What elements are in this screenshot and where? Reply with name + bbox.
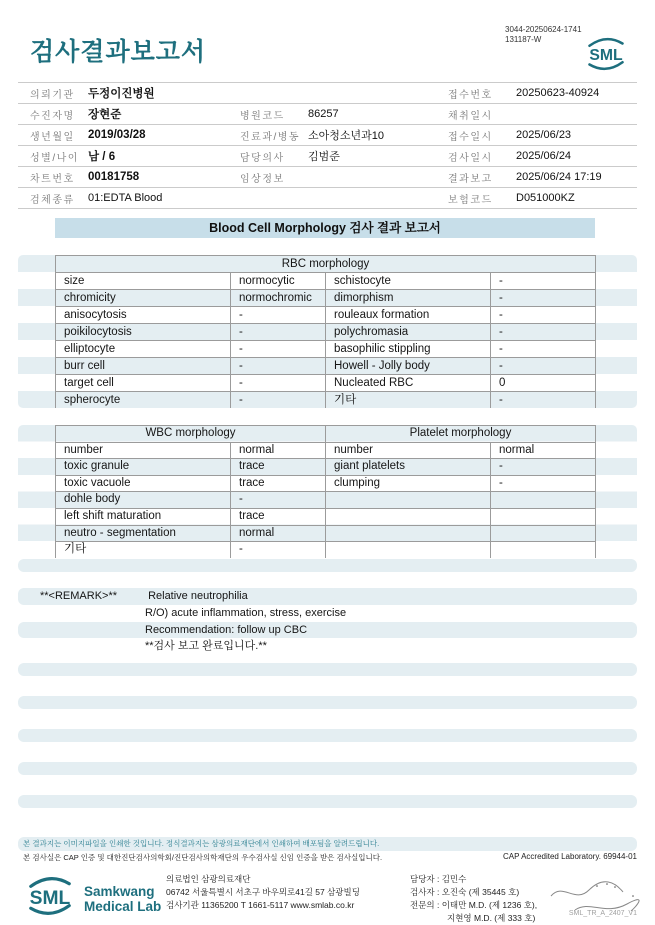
parameter-cell: spherocyte [56, 392, 231, 409]
table-row [56, 375, 596, 392]
blank-ruled-line [18, 559, 637, 572]
result-cell: - [491, 290, 596, 307]
table-row [56, 525, 596, 542]
table-row [56, 442, 596, 459]
table-header: Platelet morphology [326, 426, 596, 443]
result-cell: - [491, 324, 596, 341]
remark-prefix: **<REMARK>** [40, 590, 118, 602]
table-row [56, 341, 596, 358]
parameter-cell: rouleaux formation [326, 307, 491, 324]
field-value: 00181758 [88, 171, 140, 183]
parameter-cell: number [326, 442, 491, 459]
footer-notice-teal: 본 결과지는 이미지파일을 인쇄한 것입니다. 정식결과지는 삼광의료재단에서 인쇄하여 배포됨을 알려드립니다. [18, 837, 637, 851]
field-value: 20250623-40924 [516, 87, 600, 99]
lab-name [84, 884, 161, 914]
field-label: 보험코드 [448, 194, 493, 206]
field-label: 검사일시 [448, 152, 493, 164]
field-value: 장현준 [88, 109, 122, 121]
section-banner: Blood Cell Morphology 검사 결과 보고서 [55, 218, 595, 238]
field-label: 병원코드 [240, 110, 285, 122]
result-cell: - [491, 459, 596, 476]
field-label: 검체종류 [30, 194, 75, 206]
parameter-cell: dohle body [56, 492, 231, 509]
table-header-row [56, 426, 596, 443]
blank-ruled-line [18, 795, 637, 808]
table-row [56, 392, 596, 409]
field-value: 01:EDTA Blood [88, 192, 163, 204]
table-row [56, 358, 596, 375]
result-cell: trace [231, 508, 326, 525]
parameter-cell: Nucleated RBC [326, 375, 491, 392]
rbc-morphology-table [55, 255, 596, 408]
blank-ruled-line [18, 762, 637, 775]
blank-ruled-line [18, 663, 637, 676]
table-header: RBC morphology [56, 256, 596, 273]
parameter-cell: neutro - segmentation [56, 525, 231, 542]
patient-info-row [18, 188, 637, 209]
footer-staff-block [410, 873, 537, 925]
parameter-cell: Howell - Jolly body [326, 358, 491, 375]
patient-info-row [18, 83, 637, 104]
result-cell: - [231, 542, 326, 558]
parameter-cell: clumping [326, 475, 491, 492]
result-cell: normocytic [231, 273, 326, 290]
blank-ruled-line [18, 696, 637, 709]
staff-line: 지현영 M.D. (제 333 호) [447, 913, 536, 923]
parameter-cell: toxic vacuole [56, 475, 231, 492]
address-line: 검사기관 11365200 T 1661-5117 www.smlab.co.kr [166, 900, 355, 910]
parameter-cell [326, 525, 491, 542]
remark-line: R/O) acute inflammation, stress, exercise [145, 606, 347, 619]
remark-line: Recommendation: follow up CBC [18, 622, 637, 639]
parameter-cell: polychromasia [326, 324, 491, 341]
staff-line: 담당자 : 김민수 [410, 874, 467, 884]
field-label: 수진자명 [30, 110, 75, 122]
patient-info-row [18, 125, 637, 146]
result-cell: normochromic [231, 290, 326, 307]
parameter-cell: anisocytosis [56, 307, 231, 324]
field-value: 남 / 6 [88, 151, 116, 163]
result-cell [491, 508, 596, 525]
remark-line [18, 588, 637, 605]
field-label: 생년월일 [30, 131, 75, 143]
result-cell: - [231, 392, 326, 409]
reference-number-line2: 131187-W [505, 35, 542, 44]
parameter-cell: poikilocytosis [56, 324, 231, 341]
patient-info-row [18, 104, 637, 125]
field-value: D051000KZ [516, 192, 575, 204]
result-cell: - [491, 273, 596, 290]
parameter-cell: giant platelets [326, 459, 491, 476]
lab-name-line2: Medical Lab [84, 898, 162, 914]
field-value: 2019/03/28 [88, 129, 146, 141]
sml-logo-icon [22, 874, 78, 923]
table-row [56, 307, 596, 324]
rbc-table-section [18, 255, 637, 408]
parameter-cell: size [56, 273, 231, 290]
parameter-cell: 기타 [326, 392, 491, 409]
result-cell: - [491, 475, 596, 492]
page-title: 검사결과보고서 [30, 38, 207, 66]
svg-text:SML: SML [29, 887, 71, 909]
remark-text: Relative neutrophilia [148, 590, 248, 602]
table-row [56, 492, 596, 509]
staff-line: 전문의 : 이태만 M.D. (제 1236 호), [410, 900, 538, 910]
patient-info-row [18, 167, 637, 188]
remark-line: **검사 보고 완료입니다.** [145, 640, 267, 653]
field-value: 두정이진병원 [88, 88, 155, 100]
result-cell: trace [231, 459, 326, 476]
parameter-cell [326, 508, 491, 525]
result-cell: - [491, 392, 596, 409]
wbc-platelet-morphology-table [55, 425, 596, 558]
parameter-cell [326, 492, 491, 509]
table-row [56, 459, 596, 476]
result-cell: - [231, 492, 326, 509]
patient-info-table [18, 82, 637, 209]
field-label: 차트번호 [30, 173, 75, 185]
result-cell: normal [491, 442, 596, 459]
field-label: 채취일시 [448, 110, 493, 122]
table-row [56, 475, 596, 492]
parameter-cell: number [56, 442, 231, 459]
result-cell [491, 492, 596, 509]
result-cell: - [491, 341, 596, 358]
cap-accreditation-label: CAP Accredited Laboratory. 69944-01 [502, 852, 637, 861]
parameter-cell [326, 542, 491, 558]
reference-number-line1: 3044-20250624-1741 [505, 25, 582, 34]
table-row [56, 324, 596, 341]
footer-notice-accreditation: 본 검사실은 CAP 인증 및 대한진단검사의학회/진단검사의학재단의 우수검사실 신임 인증을 받은 검사실입니다. [23, 853, 383, 862]
field-label: 임상정보 [240, 173, 285, 185]
field-label: 담당의사 [240, 152, 285, 164]
field-label: 성별/나이 [30, 152, 79, 164]
table-row [56, 290, 596, 307]
staff-line: 검사자 : 오진숙 (제 35445 호) [410, 887, 520, 897]
field-label: 진료과/병동 [240, 131, 301, 143]
footer-logo-block [22, 874, 161, 923]
sml-logo-icon [582, 34, 630, 79]
form-code: SML_TR_A_2407_V1 [568, 910, 637, 917]
field-label: 결과보고 [448, 173, 493, 185]
result-cell: - [231, 341, 326, 358]
parameter-cell: left shift maturation [56, 508, 231, 525]
parameter-cell: elliptocyte [56, 341, 231, 358]
address-line: 06742 서울특별시 서초구 바우뫼로41길 57 삼광빌딩 [166, 887, 360, 897]
field-label: 접수일시 [448, 131, 493, 143]
result-cell: - [491, 358, 596, 375]
parameter-cell: chromicity [56, 290, 231, 307]
parameter-cell: basophilic stippling [326, 341, 491, 358]
parameter-cell: 기타 [56, 542, 231, 558]
parameter-cell: dimorphism [326, 290, 491, 307]
table-header-row [56, 256, 596, 273]
field-value: 2025/06/23 [516, 129, 572, 141]
field-value: 2025/06/24 17:19 [516, 171, 602, 183]
field-value: 2025/06/24 [516, 150, 572, 162]
field-label: 의뢰기관 [30, 89, 75, 101]
result-cell: - [231, 358, 326, 375]
lab-name-line1: Samkwang [84, 883, 155, 899]
parameter-cell: target cell [56, 375, 231, 392]
table-header: WBC morphology [56, 426, 326, 443]
result-cell: - [231, 324, 326, 341]
result-cell: trace [231, 475, 326, 492]
patient-info-row [18, 146, 637, 167]
remark-section [18, 588, 637, 655]
wbc-platelet-table-section [18, 425, 637, 558]
table-row [56, 273, 596, 290]
address-line: 의료법인 삼광의료재단 [166, 874, 251, 884]
field-value: 86257 [308, 108, 339, 120]
result-cell: - [231, 375, 326, 392]
table-row [56, 508, 596, 525]
result-cell [491, 542, 596, 558]
parameter-cell: toxic granule [56, 459, 231, 476]
blank-ruled-line [18, 729, 637, 742]
footer-address-block [166, 873, 360, 912]
reference-number [505, 25, 582, 45]
result-cell: - [491, 307, 596, 324]
table-row [56, 542, 596, 558]
parameter-cell: burr cell [56, 358, 231, 375]
svg-text:SML: SML [589, 47, 623, 64]
result-cell: - [231, 307, 326, 324]
field-label: 접수번호 [448, 89, 493, 101]
result-cell: normal [231, 442, 326, 459]
field-value: 김범준 [308, 151, 340, 163]
result-cell: 0 [491, 375, 596, 392]
parameter-cell: schistocyte [326, 273, 491, 290]
result-cell: normal [231, 525, 326, 542]
field-value: 소아청소년과10 [308, 130, 384, 142]
result-cell [491, 525, 596, 542]
